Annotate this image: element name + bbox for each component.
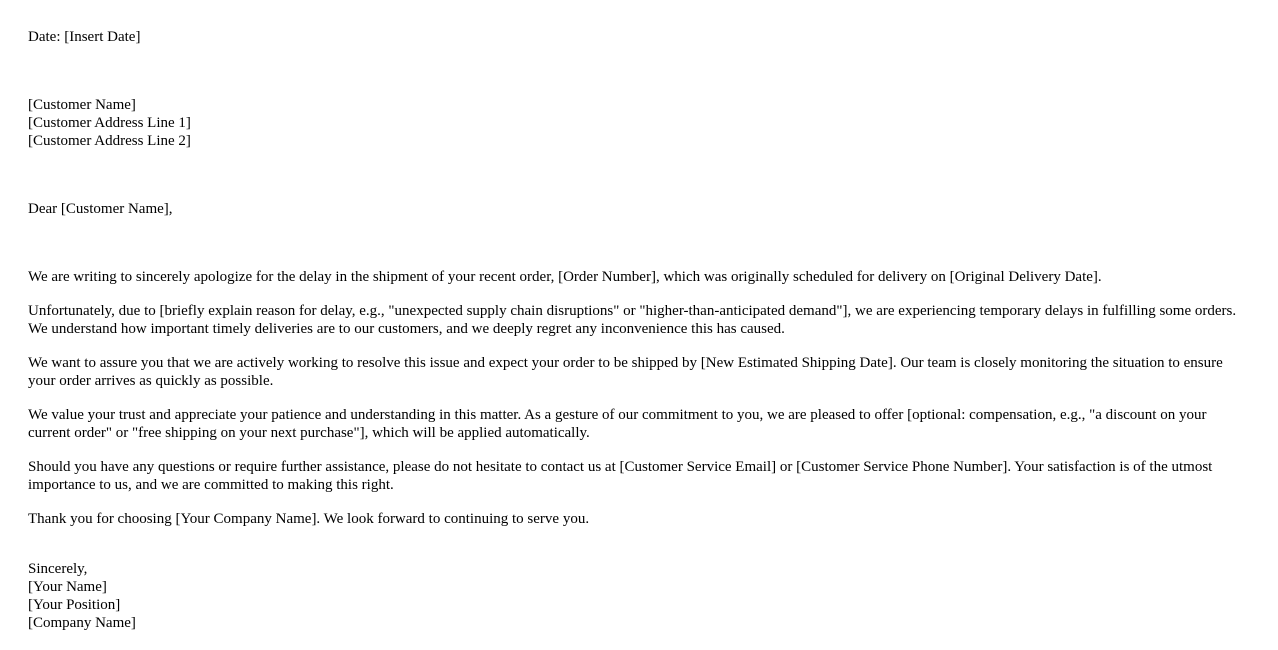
salutation: Dear [Customer Name],	[28, 201, 173, 217]
paragraph-contact: Should you have any questions or require further assistance, please do not hesitate to contact us at [Customer Service Email] or [Customer Service Phone Number]. Your satisfaction is of the utmost importance to us, and we are committed to making this right.	[28, 459, 1213, 493]
signer-company: [Company Name]	[28, 615, 136, 631]
closing-sincerely: Sincerely,	[28, 561, 88, 577]
paragraph-reason: Unfortunately, due to [briefly explain reason for delay, e.g., "unexpected supply chain disruptions" or "higher-than-anticipated demand"], we are experiencing temporary delays in fulfilling some orders. We understand how important timely deliveries are to our customers, and we deeply regret any inconvenience this has caused.	[28, 303, 1237, 337]
address-line-1: [Customer Address Line 1]	[28, 115, 191, 131]
address-line-2: [Customer Address Line 2]	[28, 133, 191, 149]
letter-date: Date: [Insert Date]	[28, 29, 141, 45]
paragraph-resolution: We want to assure you that we are actively working to resolve this issue and expect your order to be shipped by [New Estimated Shipping Date]. Our team is closely monitoring the situation to ensure your order arrives as quickly as possible.	[28, 355, 1223, 389]
address-line-customer-name: [Customer Name]	[28, 97, 136, 113]
paragraph-apology: We are writing to sincerely apologize for the delay in the shipment of your recent order, [Order Number], which was originally scheduled for delivery on [Original Delivery Date].	[28, 269, 1102, 285]
signature-block	[28, 560, 1250, 632]
signer-name: [Your Name]	[28, 579, 107, 595]
signer-position: [Your Position]	[28, 597, 121, 613]
recipient-address	[28, 96, 1250, 150]
paragraph-compensation: We value your trust and appreciate your patience and understanding in this matter. As a gesture of our commitment to you, we are pleased to offer [optional: compensation, e.g., "a discount on your current order" or "free shipping on your next purchase"], which will be applied automatically.	[28, 407, 1207, 441]
paragraph-thanks: Thank you for choosing [Your Company Name]. We look forward to continuing to serve you.	[28, 511, 590, 527]
letter-body	[28, 268, 1250, 528]
